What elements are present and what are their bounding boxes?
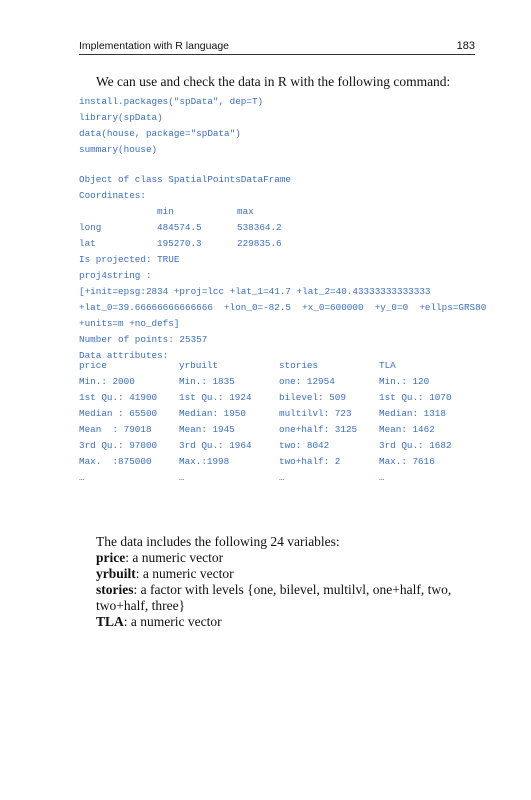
variable-name: yrbuilt: [96, 566, 136, 581]
variables-section: [96, 534, 466, 630]
code-line: summary(house): [79, 144, 158, 155]
attributes-table: [79, 358, 479, 486]
attr-row: [79, 390, 479, 406]
attr-row: [79, 454, 479, 470]
attr-row: [79, 406, 479, 422]
attr-cell: 1st Qu.: 41900: [79, 392, 158, 403]
attr-cell: Min.: 1835: [179, 376, 235, 387]
attr-cell: 3rd Qu.: 1964: [179, 440, 252, 451]
attr-row: [79, 422, 479, 438]
proj4string-line: +units=m +no_defs]: [79, 318, 180, 329]
attr-cell: Mean : 79018: [79, 424, 152, 435]
attr-header-cell: stories: [279, 360, 319, 371]
attr-cell: Mean: 1945: [179, 424, 235, 435]
attr-header-cell: TLA: [379, 360, 396, 371]
projection-block: [79, 252, 487, 364]
attr-cell: 1st Qu.: 1924: [179, 392, 252, 403]
page-number: 183: [456, 40, 475, 52]
attr-cell: Median: 1318: [379, 408, 446, 419]
output-block: [79, 172, 479, 204]
attr-cell: Max.: 7616: [379, 456, 435, 467]
attr-cell: Mean: 1462: [379, 424, 435, 435]
attr-row: [79, 470, 479, 486]
coords-cell: lat: [79, 238, 96, 249]
attr-cell: bilevel: 509: [279, 392, 346, 403]
variable-desc: : a numeric vector: [125, 550, 224, 565]
coords-cell: 195270.3: [157, 238, 202, 249]
attr-cell: 3rd Qu.: 97000: [79, 440, 158, 451]
attr-row: [79, 374, 479, 390]
attr-cell: one: 12954: [279, 376, 335, 387]
coords-cell: long: [79, 222, 102, 233]
num-points-line: Number of points: 25357: [79, 334, 208, 345]
data-attributes-label: Data attributes:: [79, 350, 169, 361]
coords-cell: 229835.6: [237, 238, 282, 249]
running-title: Implementation with R language: [79, 40, 230, 52]
attr-cell: …: [79, 472, 85, 483]
attr-header-cell: price: [79, 360, 107, 371]
coords-cell: 538364.2: [237, 222, 282, 233]
attr-cell: …: [279, 472, 285, 483]
attr-header-cell: yrbuilt: [179, 360, 219, 371]
attr-cell: multilvl: 723: [279, 408, 352, 419]
attr-cell: Max.:1998: [179, 456, 230, 467]
variable-name: TLA: [96, 614, 124, 629]
attr-cell: …: [379, 472, 385, 483]
coords-header-cell: min: [157, 206, 174, 217]
coordinates-label: Coordinates:: [79, 190, 146, 201]
variables-intro: The data includes the following 24 variables:: [96, 534, 340, 549]
variable-item: [96, 582, 466, 614]
attr-header-row: [79, 358, 479, 374]
variable-item: [96, 614, 466, 630]
coords-row: [79, 236, 479, 252]
variable-item: [96, 566, 466, 582]
coords-row: [79, 220, 479, 236]
variable-name: price: [96, 550, 126, 565]
variable-desc: : a numeric vector: [123, 614, 222, 629]
object-class-line: Object of class SpatialPointsDataFrame: [79, 174, 292, 185]
proj4string-line: [+init=epsg:2834 +proj=lcc +lat_1=41.7 +lat_2=40.43333333333333: [79, 286, 431, 297]
attr-cell: two+half: 2: [279, 456, 341, 467]
page-header: [79, 40, 475, 55]
variable-item: [96, 550, 466, 566]
attr-cell: 3rd Qu.: 1682: [379, 440, 452, 451]
code-line: data(house, package="spData"): [79, 128, 241, 139]
variable-desc: : a numeric vector: [135, 566, 234, 581]
proj4string-line: +lat_0=39.66666666666666 +lon_0=-82.5 +x_0=600000 +y_0=0 +ellps=GRS80: [79, 302, 487, 313]
attr-cell: Max. :875000: [79, 456, 152, 467]
coords-header-cell: max: [237, 206, 254, 217]
attr-cell: Min.: 120: [379, 376, 430, 387]
intro-sentence: We can use and check the data in R with the following command:: [96, 74, 451, 89]
attr-cell: one+half: 3125: [279, 424, 358, 435]
variable-desc: : a factor with levels {one, bilevel, multilvl, one+half, two, two+half, three}: [96, 582, 452, 613]
attr-cell: two: 8042: [279, 440, 330, 451]
attr-row: [79, 438, 479, 454]
is-projected-line: Is projected: TRUE: [79, 254, 180, 265]
attr-cell: Min.: 2000: [79, 376, 135, 387]
code-line: install.packages("spData", dep=T): [79, 96, 264, 107]
code-block: [79, 94, 479, 158]
coords-cell: 484574.5: [157, 222, 202, 233]
attr-cell: …: [179, 472, 185, 483]
code-line: library(spData): [79, 112, 163, 123]
attr-cell: 1st Qu.: 1070: [379, 392, 452, 403]
coordinates-table: [79, 204, 479, 252]
attr-cell: Median: 1950: [179, 408, 246, 419]
attr-cell: Median : 65500: [79, 408, 158, 419]
variable-name: stories: [96, 582, 134, 597]
proj4string-label: proj4string :: [79, 270, 152, 281]
coords-header-row: [79, 204, 479, 220]
